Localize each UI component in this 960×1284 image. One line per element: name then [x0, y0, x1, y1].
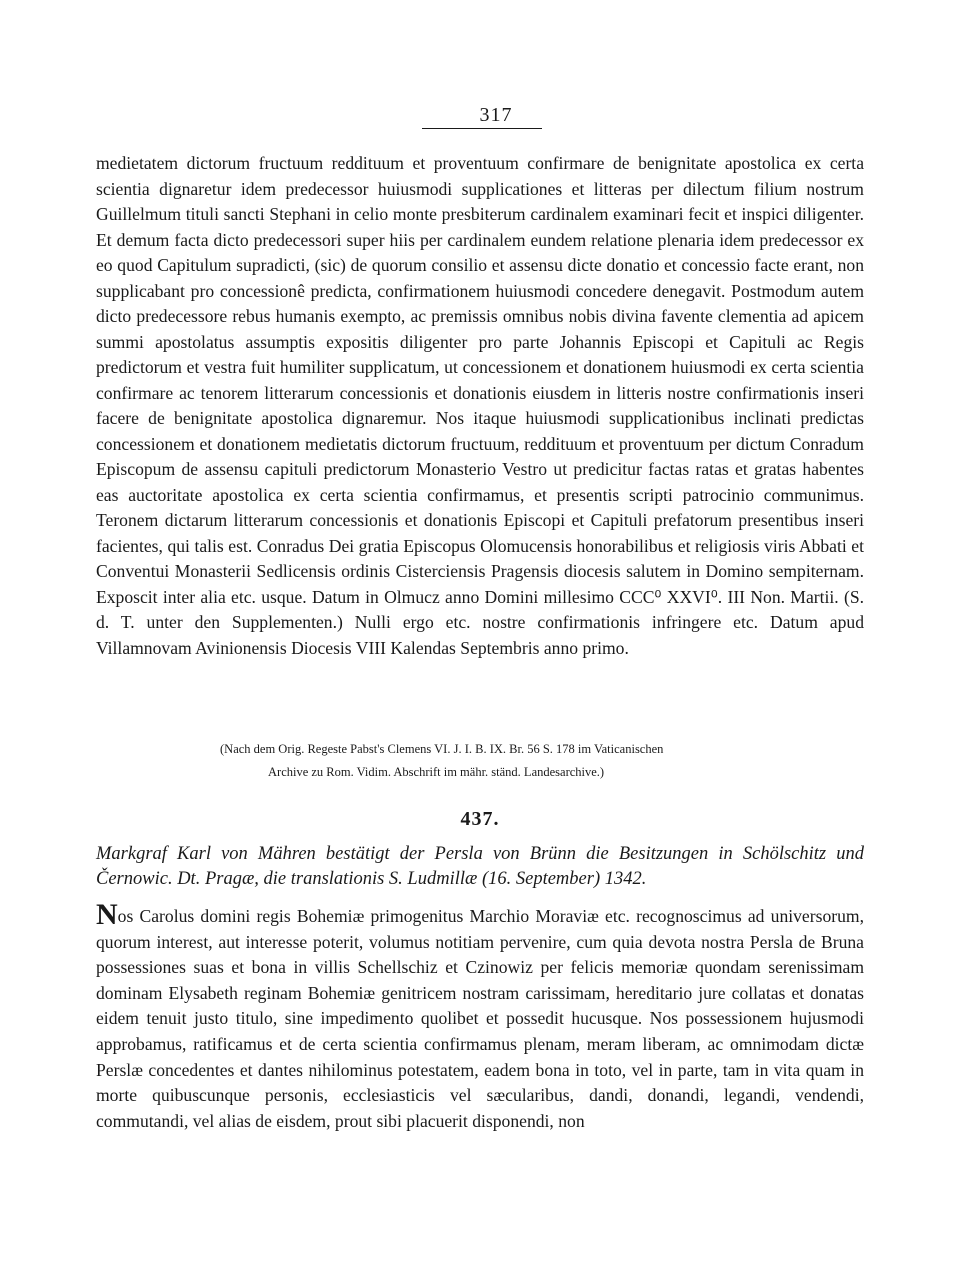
source-note-line-2: Archive zu Rom. Vidim. Abschrift im mähr. ständ. Landesarchive.): [268, 765, 605, 779]
charter-text: os Carolus domini regis Bohemiæ primogenitus Marchio Moraviæ etc. recognoscimus ad universorum, quorum interest, aut interesse poterit, volumus notitiam pervenire, cum quia devota nostra Persla de Bruna possessiones suas et bona in villis Schellschiz et Czinowiz per felicis memoriæ quondam serenissimam dominam Elysabeth reginam Bohemiæ genitricem nostram carissimam, hereditario jure collatas et donatas eidem tenuit justo titulo, sine impedimento quolibet et possedit hucusque. Nos possessionem hujusmodi approbamus, ratificamus et de certa scientia confirmamus plenam, meram liberam, ac omnimodam dictæ Perslæ concedentes et dantes nihilominus potestatem, eadem bona in toto, vel in parte, tam in vita quam in morte quibuscunque personis, ecclesiasticis vel sæcularibus, dandi, donandi, legandi, vendendi, commutandi, vel alias de eisdem, prout sibi placuerit disponendi, non: [96, 906, 864, 1131]
document-heading: Markgraf Karl von Mähren bestätigt der Persla von Brünn die Besitzungen in Schölschitz und Černowic. Dt. Pragæ, die translationis S. Ludmillæ (16. September) 1342.: [96, 844, 864, 889]
charter-paragraph: [96, 898, 864, 1134]
source-note: [220, 738, 864, 784]
source-note-line-1: (Nach dem Orig. Regeste Pabst's Clemens VI. J. I. B. IX. Br. 56 S. 178 im Vaticanischen: [220, 742, 664, 756]
drop-initial: N: [96, 898, 118, 931]
document-number: 437.: [460, 808, 500, 830]
page-number: 317: [479, 104, 513, 126]
page-number-rule: [422, 128, 542, 129]
body-paragraph: medietatem dictorum fructuum reddituum et proventuum confirmare de benignitate apostolica ex certa scientia dignaretur idem predecessor huiusmodi supplicationes et litteras per dilectum filium nostrum Guillelmum tituli sancti Stephani in celio monte presbiterum cardinalem examinari fecit et inspici diligenter. Et demum facta dicto predecessori super hiis per cardinalem eundem relatione plenaria idem predecessor ex eo quod Capitulum supradicti, (sic) de quorum consilio et assensu dicte donatio et concessio facte erant, non supplicabant pro concessionê predicta, confirmationem huiusmodi concedere denegavit. Postmodum autem dicto predecessore rebus humanis exempto, ac premissis omnibus nobis divina favente clementia ad apicem summi apostolatus assumptis expositis diligenter pro parte Johannis Episcopi et Capituli ac Regis predictorum et vestra fuit humiliter supplicatum, ut concessionem et donationem huiusmodi ex certa scientia confirmare ac tenorem litterarum concessionis et donationis eiusdem in litteris nostre confirmationis inseri facere de benignitate apostolica dignaremur. Nos itaque huiusmodi supplicationibus inclinati predictas concessionem et donationem medietatis dictorum fructuum, reddituum et proventuum per dictum Conradum Episcopum de assensu capituli predictorum Monasterio Vestro ut predicitur factas ratas et gratas habentes eas auctoritate apostolica ex certa scientia confirmamus, et presentis scripti patrocinio communimus. Teronem dictarum litterarum concessionis et donationis Episcopi et Capituli prefatorum presentibus inseri facientes, qui talis est. Conradus Dei gratia Episcopus Olomucensis honorabilibus et religiosis viris Abbati et Conventui Monasterii Sedlicensis ordinis Cisterciensis Pragensis diocesis salutem in Domino sempiternam. Exposcit inter alia etc. usque. Datum in Olmucz anno Domini millesimo CCC⁰ XXVI⁰. III Non. Martii. (S. d. T. unter den Supplementen.) Nulli ergo etc. nostre confirmationis infringere etc. Datum apud Villamnovam Avinionensis Diocesis VIII Kalendas Septembris anno primo.: [96, 153, 864, 658]
